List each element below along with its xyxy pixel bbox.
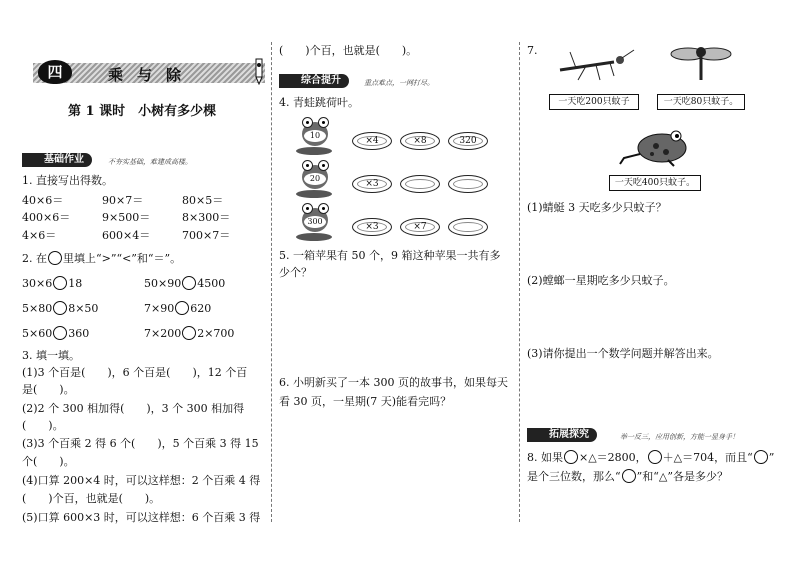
q1-title: 1. 直接写出得数。 — [22, 174, 113, 187]
frog-caption: 一天吃400只蚊子。 — [609, 175, 701, 191]
q3-line: (3)3 个百乘 2 得 6 个( )，5 个百乘 3 得 15 — [22, 437, 259, 450]
q1-item: 8×300＝ — [182, 211, 231, 224]
q3-line: 是( )。 — [22, 383, 75, 396]
q1-item: 80×5＝ — [182, 194, 224, 207]
q1-item: 4×6＝ — [22, 229, 57, 242]
lily-leaf — [400, 175, 440, 193]
q1-item: 700×7＝ — [182, 229, 231, 242]
mantis-icon — [556, 46, 636, 82]
q2-item: 5×60 360 — [22, 327, 90, 340]
lily-pad — [296, 190, 332, 198]
section-label: 基础作业 — [44, 154, 84, 165]
section-label: 拓展探究 — [549, 429, 589, 440]
q3-line: ( )个百，也就是( )。 — [22, 492, 161, 505]
q7-number: 7. — [527, 44, 538, 57]
circle-symbol — [648, 450, 662, 464]
compare-circle — [48, 251, 62, 265]
circle-symbol — [754, 450, 768, 464]
q3-line: (1)3 个百是( )，6 个百是( )，12 个百 — [22, 366, 248, 379]
lily-pad — [296, 147, 332, 155]
circle-symbol — [564, 450, 578, 464]
dragonfly-caption: 一天吃80只蚊子。 — [657, 94, 745, 110]
lily-leaf: ×8 — [400, 132, 440, 150]
frog-icon: 300 — [300, 202, 330, 234]
q1-item: 40×6＝ — [22, 194, 64, 207]
section-note: 重点难点，一网打尽。 — [364, 79, 434, 87]
q2-item: 30×6 18 — [22, 277, 83, 290]
section-banner-comprehensive — [279, 74, 349, 88]
column-divider — [271, 42, 272, 522]
lily-pad — [296, 233, 332, 241]
compare-circle[interactable] — [182, 276, 196, 290]
q2-item: 50×90 4500 — [144, 277, 226, 290]
lily-leaf — [448, 175, 488, 193]
q7-sub: (1)蜻蜓 3 天吃多少只蚊子？ — [527, 201, 667, 214]
lily-leaf — [448, 218, 488, 236]
compare-circle[interactable] — [175, 301, 189, 315]
section-note: 不夯实基础，难建成高楼。 — [108, 158, 192, 166]
q2-title: 2. 在 里填上“>”“<”和“＝”。 — [22, 252, 182, 265]
mantis-caption: 一天吃200只蚊子 — [549, 94, 639, 110]
compare-circle[interactable] — [53, 301, 67, 315]
q8-line: 是个三位数，那么“ ”和“△”各是多少？ — [527, 470, 728, 483]
chapter-title: 乘与除 — [108, 66, 196, 84]
q1-item: 400×6＝ — [22, 211, 71, 224]
q3-line: (4)口算 200×4 时，可以这样想：2 个百乘 4 得 — [22, 474, 261, 487]
section-label: 综合提升 — [301, 75, 341, 86]
dragonfly-icon — [670, 44, 732, 82]
compare-circle[interactable] — [53, 326, 67, 340]
q6-line: 6. 小明新买了一本 300 页的故事书，如果每天 — [279, 376, 508, 389]
q3-line: (2)2 个 300 相加得( )，3 个 300 相加得 — [22, 402, 245, 415]
q2-item: 7×90 620 — [144, 302, 212, 315]
q2-item: 7×200 2×700 — [144, 327, 235, 340]
q8-line: 8. 如果 ×△＝2800， ＋△＝704，而且“ ” — [527, 451, 775, 464]
q3-title: 3. 填一填。 — [22, 349, 80, 362]
pencil-icon — [250, 57, 268, 85]
q3-continued: ( )个百，也就是( )。 — [279, 44, 418, 57]
section-banner-extension — [527, 428, 597, 442]
q6-line: 看 30 页，一星期(7 天)能看完吗？ — [279, 395, 452, 408]
section-note: 举一反三，应用创新，方能一显身手！ — [620, 433, 739, 441]
section-banner-basic — [22, 153, 92, 167]
frog-icon — [618, 128, 692, 168]
q3-line: ( )。 — [22, 419, 64, 432]
compare-circle[interactable] — [53, 276, 67, 290]
q1-item: 90×7＝ — [102, 194, 144, 207]
q1-item: 9×500＝ — [102, 211, 151, 224]
frog-icon: 10 — [300, 116, 330, 148]
q2-item: 5×80 8×50 — [22, 302, 99, 315]
column-divider — [519, 42, 520, 522]
q4-title: 4. 青蛙跳荷叶。 — [279, 96, 359, 109]
q3-line: 个( )。 — [22, 455, 75, 468]
frog-icon: 20 — [300, 159, 330, 191]
q7-sub: (3)请你提出一个数学问题并解答出来。 — [527, 347, 719, 360]
lily-leaf: ×3 — [352, 175, 392, 193]
lily-leaf: ×3 — [352, 218, 392, 236]
circle-symbol — [622, 469, 636, 483]
q1-item: 600×4＝ — [102, 229, 151, 242]
q5-line: 少个？ — [279, 266, 312, 279]
q3-line: (5)口算 600×3 时，可以这样想：6 个百乘 3 得 — [22, 511, 261, 524]
lesson-title: 第 1 课时 小树有多少棵 — [68, 104, 217, 119]
q7-sub: (2)螳螂一星期吃多少只蚊子。 — [527, 274, 675, 287]
lily-leaf: ×4 — [352, 132, 392, 150]
compare-circle[interactable] — [182, 326, 196, 340]
chapter-number: 四 — [38, 60, 72, 84]
lily-leaf: ×7 — [400, 218, 440, 236]
q5-line: 5. 一箱苹果有 50 个，9 箱这种苹果一共有多 — [279, 249, 501, 262]
lily-leaf: 320 — [448, 132, 488, 150]
